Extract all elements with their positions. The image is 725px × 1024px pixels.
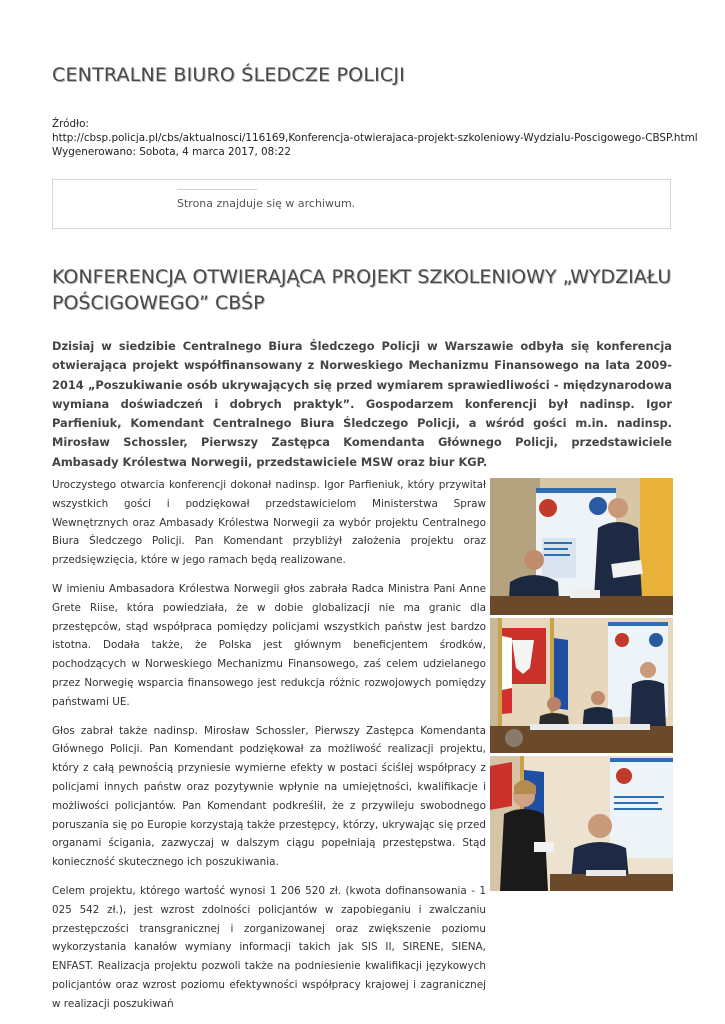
source-label: Źródło: xyxy=(52,118,89,130)
generated-timestamp: Wygenerowano: Sobota, 4 marca 2017, 08:22 xyxy=(52,146,291,158)
article-body xyxy=(52,476,486,1024)
article-paragraph: W imieniu Ambasadora Królestwa Norwegii głos zabrała Radca Ministra Pani Anne Grete Riise, która powiedziała, że w dobie globalizacji nie ma granic dla przestępców, stąd współpraca pomiędzy policjami wszystkich państw jest bardzo istotna. Dodała także, że Polska jest głównym beneficjentem środków, pochodzących w Norweskiego Mechanizmu Finansowego, zaś celem udzielanego przez Norwegię wsparcia finansowego jest redukcja różnic rozwojowych pomiędzy państwami UE. xyxy=(52,582,486,708)
conference-photo-guest[interactable] xyxy=(490,756,673,891)
conference-photo-speaker[interactable] xyxy=(490,478,673,615)
photo-illustration xyxy=(490,618,673,753)
photo-illustration xyxy=(490,478,673,615)
article-paragraph: Uroczystego otwarcia konferencji dokonał nadinsp. Igor Parfieniuk, który przywitał wszystkich gości i podziękował przedstawicielom Ministerstwa Spraw Wewnętrznych oraz Ambasady Królestwa Norwegii za wybór projektu Centralnego Biura Śledczego Policji. Pan Komendant przybliżył założenia projektu oraz przedsięwzięcia, które w jego ramach będą realizowane. xyxy=(52,479,486,567)
archive-notice xyxy=(52,179,671,229)
photo-illustration xyxy=(490,756,673,891)
article-title: KONFERENCJA OTWIERAJĄCA PROJEKT SZKOLENIOWY „WYDZIAŁU POŚCIGOWEGO” CBŚP xyxy=(52,266,672,314)
article-lead: Dzisiaj w siedzibie Centralnego Biura Śledczego Policji w Warszawie odbyła się konferencja otwierająca projekt współfinansowany z Norweskiego Mechanizmu Finansowego na lata 2009-2014 „Poszukiwanie osób ukrywających się przed wymiarem sprawiedliwości - międzynarodowa wymiana doświadczeń i dobrych praktyk”. Gospodarzem konferencji był nadinsp. Igor Parfieniuk, Komendant Centralnego Biura Śledczego Policji, a wśród gości m.in. nadinsp. Mirosław Schossler, Pierwszy Zastępca Komendanta Głównego Policji, przedstawiciele Ambasady Królestwa Norwegii, przedstawiciele MSW oraz biur KGP. xyxy=(52,339,672,469)
site-title: CENTRALNE BIURO ŚLEDCZE POLICJI xyxy=(52,64,405,86)
archive-divider xyxy=(177,189,257,190)
archive-note: Strona znajduje się w archiwum. xyxy=(177,197,356,210)
article-paragraph: Celem projektu, którego wartość wynosi 1 206 520 zł. (kwota dofinansowania - 1 025 542 zł.), jest wzrost zdolności policjantów w zapobieganiu i zwalczaniu przestępczości transgranicznej i zorganizowanej oraz zwiększenie poziomu wykorzystania kanałów wymiany informacji takich jak SIS II, SIRENE, SIENA, ENFAST. Realizacja projektu pozwoli także na podniesienie kwalifikacji językowych policjantów oraz wzrost poziomu efektywności współpracy krajowej i zagranicznej w realizacji poszukiwań xyxy=(52,884,486,1010)
source-url-link[interactable]: http://cbsp.policja.pl/cbs/aktualnosci/116169,Konferencja-otwierajaca-projekt-szkoleniowy-Wydzialu-Poscigowego-CBSP.html xyxy=(52,132,698,144)
article-paragraph: Głos zabrał także nadinsp. Mirosław Schossler, Pierwszy Zastępca Komendanta Głównego Policji. Pan Komendant podziękował za możliwość realizacji projektu, który z całą pewnością przyniesie wymierne efekty w postaci ściślej współpracy z policjami innych państw oraz pozytywnie wpłynie na umiejętności, kwalifikacje i możliwości policjantów. Pan Komendant podkreślił, że z przywileju swobodnego poruszania się po Europie korzystają także przestępcy, którzy, ukrywając się przed organami ścigania, zazwyczaj w dalszym ciągu popełniają przestępstwa. Stąd konieczność skutecznego ich poszukiwania. xyxy=(52,724,486,869)
source-metadata xyxy=(52,117,698,159)
conference-photo-room[interactable] xyxy=(490,618,673,753)
